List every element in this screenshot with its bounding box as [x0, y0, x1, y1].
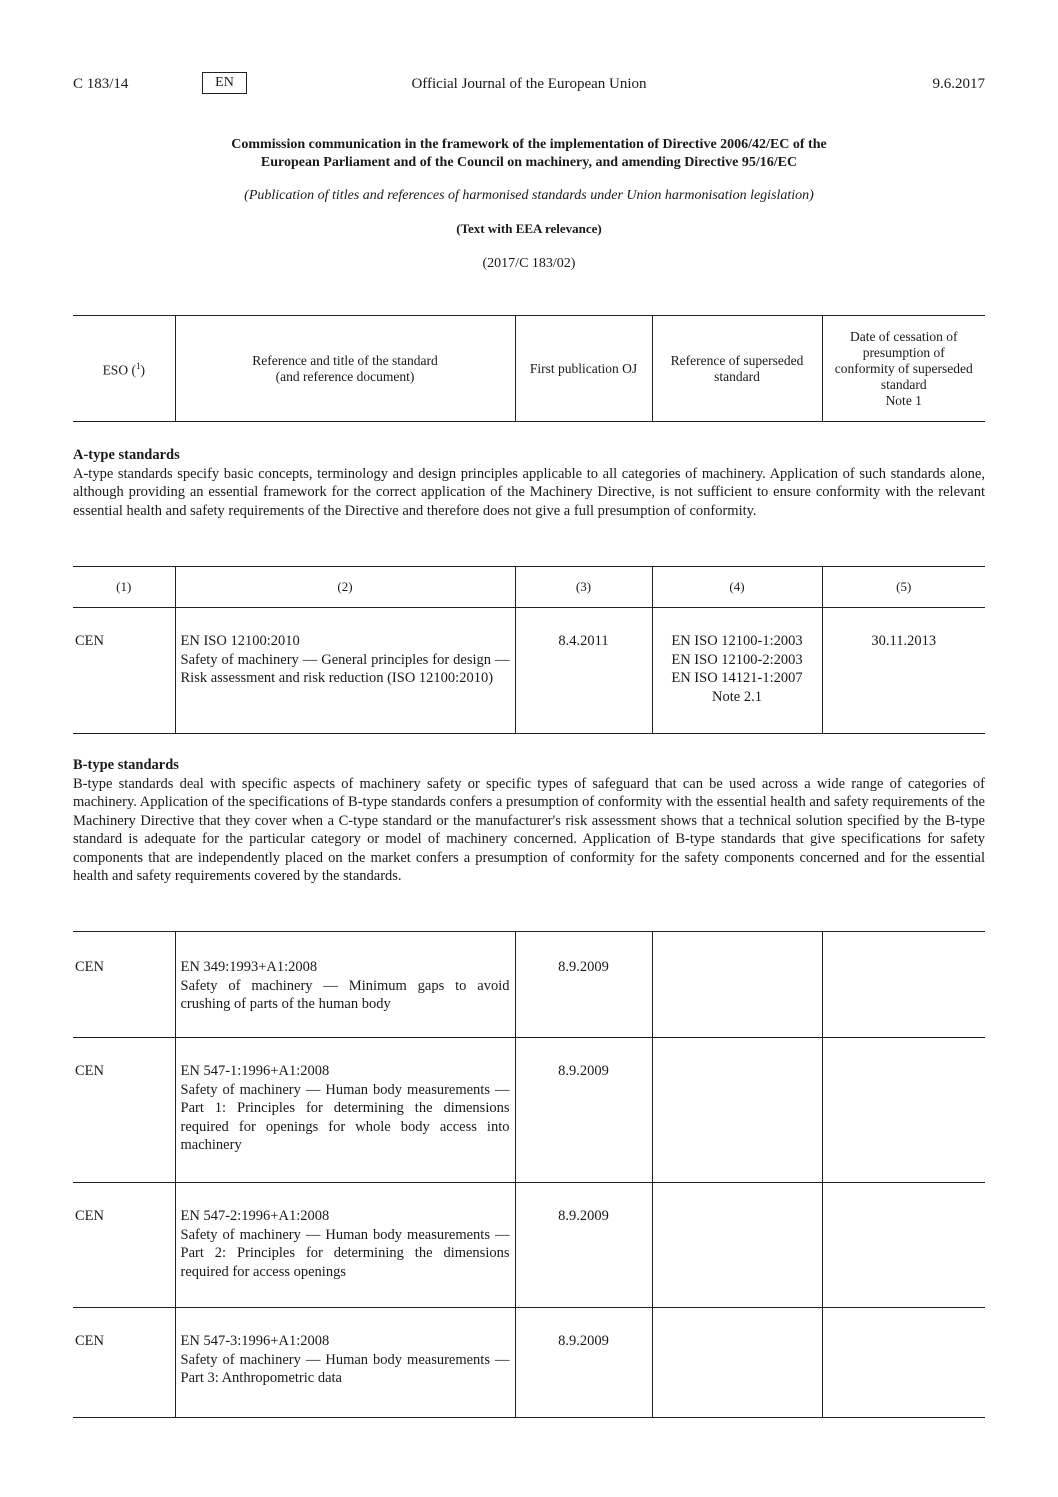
column-number: (1) [73, 567, 175, 608]
page-header [73, 72, 985, 98]
document-number: (2017/C 183/02) [482, 256, 576, 271]
first-publication-cell: 8.9.2009 [515, 932, 652, 1038]
section-b-type [73, 756, 985, 886]
section-b-text: B-type standards deal with specific aspects of machinery safety or specific types of safeguard that can be used across a wide range of categories of machinery. Application of the specifications of B-type standards confers a presumption of conformity with the essential health and safety requirements of the Machinery Directive that they cover when a C-type standard or the manufacturer's risk assessment shows that a technical solution specified by the B-type standard is adequate for the particular category or model of machinery concerned. Application of B-type standards that give specifications for safety components that are independently placed on the market confers a presumption of conformity for the safety components concerned and for the essential health and safety requirements covered by the standards. [73, 775, 985, 884]
superseded-cell [652, 1038, 822, 1183]
superseded-cell [652, 1183, 822, 1308]
column-number: (4) [652, 567, 822, 608]
section-a-text: A-type standards specify basic concepts, terminology and design principles applicable to all categories of machinery. Application of such standards alone, although providing an essential framework for the correct application of the Machinery Directive, is not sufficient to ensure conformity with the relevant essential health and safety requirements of the Directive and therefore does not give a full presumption of conformity. [73, 465, 985, 519]
standard-reference: EN 547-3:1996+A1:2008 [180, 1333, 330, 1349]
standard-cell [175, 1308, 515, 1418]
standard-cell [175, 1038, 515, 1183]
cessation-date-cell: 30.11.2013 [822, 608, 985, 734]
first-publication-cell: 8.4.2011 [515, 608, 652, 734]
first-publication-cell: 8.9.2009 [515, 1308, 652, 1418]
standard-title: Safety of machinery — Human body measurements — Part 1: Principles for determining the dimensions required for openings for whole body access into machinery [180, 1081, 510, 1153]
b-type-table [73, 931, 985, 1418]
table-row [73, 608, 985, 734]
superseded-cell [652, 932, 822, 1038]
eso-cell: CEN [73, 1038, 175, 1183]
standard-title: Safety of machinery — Human body measurements — Part 2: Principles for determining the dimensions required for access openings [180, 1226, 510, 1280]
cessation-date-cell [822, 1308, 985, 1418]
standard-reference: EN 349:1993+A1:2008 [180, 959, 318, 975]
title-line-2: European Parliament and of the Council on machinery, and amending Directive 95/16/EC [260, 155, 798, 170]
eso-cell: CEN [73, 608, 175, 734]
header-cessation-line-1: Date of cessation of [849, 328, 958, 344]
superseded-standard: EN ISO 12100-2:2003 [671, 651, 803, 668]
table-row [73, 1308, 985, 1418]
eso-cell: CEN [73, 932, 175, 1038]
header-cessation-line-3: conformity of superseded [834, 360, 973, 376]
cessation-date-cell [822, 932, 985, 1038]
column-number: (2) [175, 567, 515, 608]
superseded-cell [652, 608, 822, 734]
table-row [73, 932, 985, 1038]
table-row [73, 1038, 985, 1183]
title-line-1: Commission communication in the framework of the implementation of Directive 2006/42/EC of the [231, 137, 827, 152]
journal-reference: C 183/14 [73, 76, 129, 92]
header-eso-label: ESO ( [102, 362, 136, 378]
header-superseded-line-2: standard [714, 368, 760, 384]
publication-date: 9.6.2017 [932, 76, 985, 92]
superseded-note: Note 2.1 [712, 688, 762, 705]
standard-title: Safety of machinery — Human body measurements — Part 3: Anthropometric data [180, 1351, 510, 1386]
section-a-type [73, 446, 985, 520]
footnote-marker: 1 [135, 361, 141, 372]
eea-relevance: (Text with EEA relevance) [456, 221, 602, 236]
column-number: (3) [515, 567, 652, 608]
header-cessation [822, 316, 985, 422]
superseded-standard: EN ISO 14121-1:2007 [671, 670, 803, 686]
standard-cell [175, 1183, 515, 1308]
header-superseded [652, 316, 822, 422]
standard-reference: EN ISO 12100:2010 [180, 633, 300, 649]
language-badge: EN [202, 72, 247, 94]
document-subtitle: (Publication of titles and references of harmonised standards under Union harmonisation legislation) [244, 188, 814, 203]
header-cessation-line-5: Note 1 [885, 392, 922, 408]
header-first-publication: First publication OJ [515, 316, 652, 422]
first-publication-cell: 8.9.2009 [515, 1038, 652, 1183]
journal-name: Official Journal of the European Union [411, 76, 647, 92]
cessation-date-cell [822, 1183, 985, 1308]
superseded-cell [652, 1308, 822, 1418]
a-type-table [73, 566, 985, 734]
header-row [73, 316, 985, 422]
standard-cell [175, 608, 515, 734]
header-eso-close: ) [140, 362, 145, 378]
document-title [73, 136, 985, 172]
header-cessation-line-4: standard [880, 376, 927, 392]
superseded-standard: EN ISO 12100-1:2003 [671, 633, 803, 649]
table-row [73, 1183, 985, 1308]
eso-cell: CEN [73, 1183, 175, 1308]
header-cessation-line-2: presumption of [862, 344, 945, 360]
standard-title: Safety of machinery — Minimum gaps to avoid crushing of parts of the human body [180, 977, 510, 1012]
column-number: (5) [822, 567, 985, 608]
column-number-row [73, 567, 985, 608]
standard-reference: EN 547-1:1996+A1:2008 [180, 1063, 330, 1079]
cessation-date-cell [822, 1038, 985, 1183]
header-eso [73, 316, 175, 422]
header-reference-line-2: (and reference document) [275, 368, 415, 384]
section-b-heading: B-type standards [73, 757, 179, 773]
standard-cell [175, 932, 515, 1038]
standard-reference: EN 547-2:1996+A1:2008 [180, 1208, 330, 1224]
header-superseded-line-1: Reference of superseded [670, 352, 804, 368]
eso-cell: CEN [73, 1308, 175, 1418]
first-publication-cell: 8.9.2009 [515, 1183, 652, 1308]
column-header-table [73, 315, 985, 422]
standard-title: Safety of machinery — General principles for design — Risk assessment and risk reduction (ISO 12100:2010) [180, 651, 510, 686]
section-a-heading: A-type standards [73, 447, 180, 463]
header-reference-line-1: Reference and title of the standard [252, 352, 438, 368]
header-reference [175, 316, 515, 422]
